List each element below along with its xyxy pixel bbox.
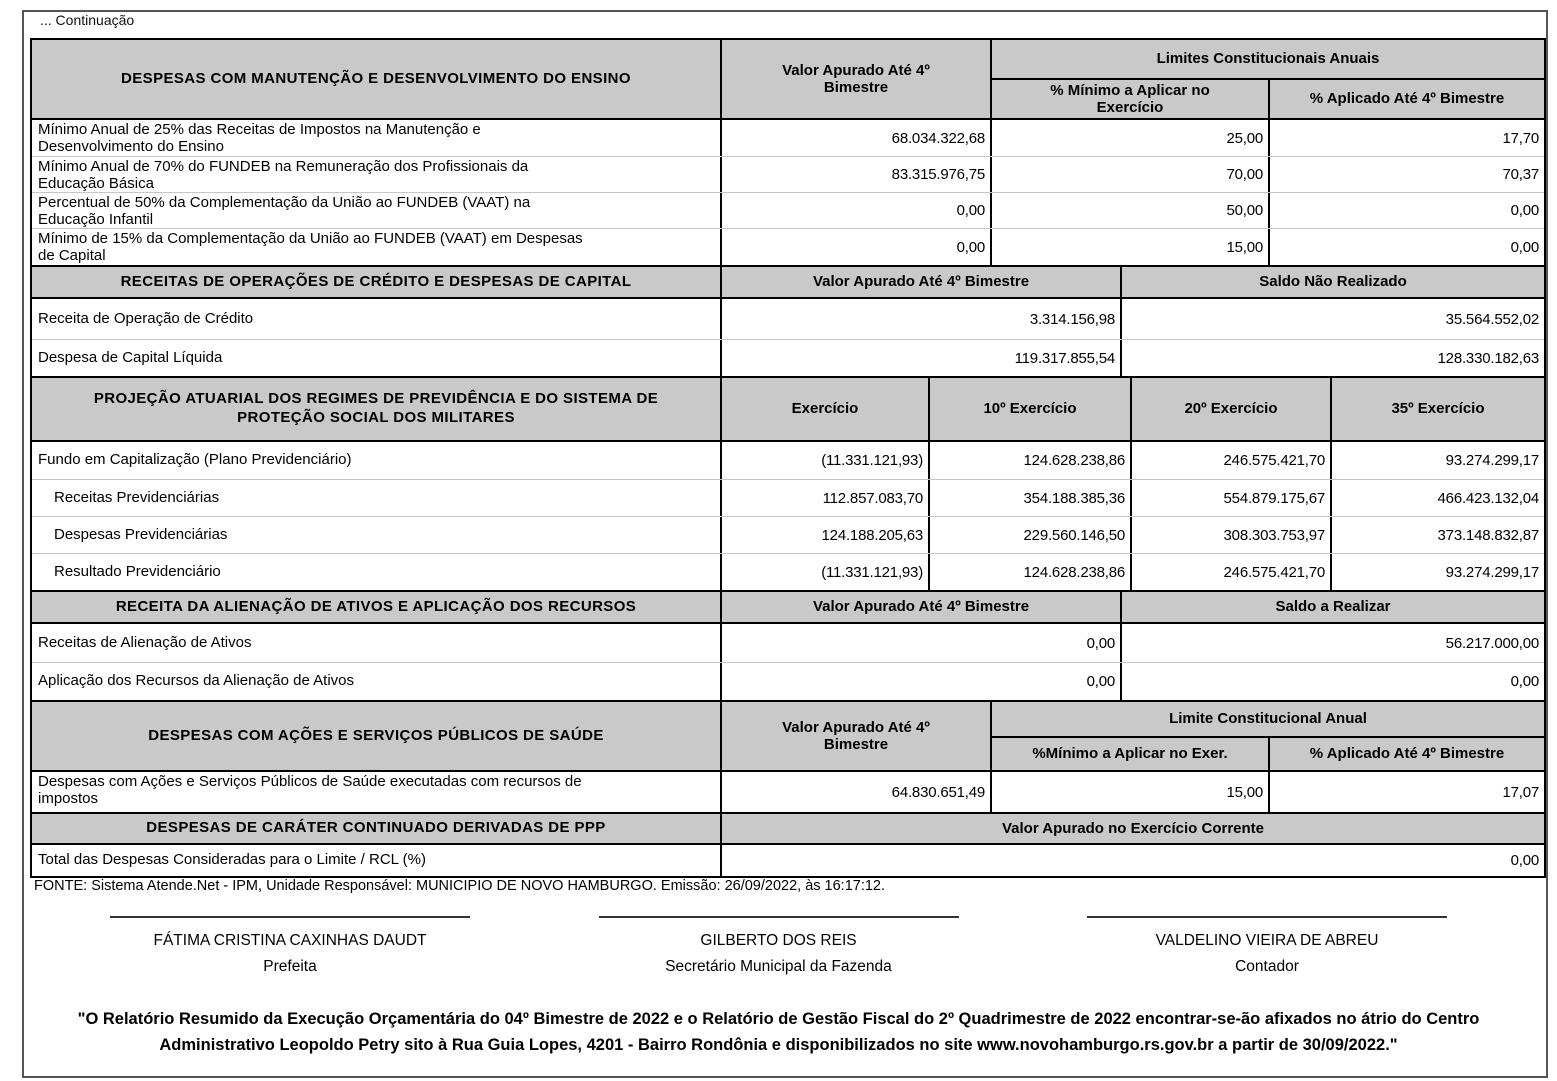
table-row [32,772,1544,812]
column-header: Exercício [791,400,859,418]
section-alienacao-title-cell [32,592,722,622]
alienacao-col-valor [722,592,1122,622]
projecao-col-exercicio [722,378,930,440]
row-value: 229.560.146,50 [930,517,1132,553]
saude-limite-group [992,702,1544,770]
saude-col-aplicado [1270,738,1544,770]
row-label: Mínimo Anual de 70% do FUNDEB na Remuneração dos Profissionais da Educação Básica [32,157,722,192]
signature-name: GILBERTO DOS REIS [700,932,857,949]
column-header: % Mínimo a Aplicar no Exercício [1050,81,1210,116]
column-header: Limite Constitucional Anual [1169,710,1367,728]
row-value: 50,00 [992,193,1270,228]
projecao-col-ex20 [1132,378,1332,440]
column-header: Valor Apurado Até 4º Bimestre [782,718,930,753]
saude-col-limite [992,702,1544,738]
column-header: Valor Apurado Até 4º Bimestre [812,273,1030,291]
table-row [32,516,1544,553]
row-value: (11.331.121,93) [722,442,930,479]
column-header: Valor Apurado Até 4º Bimestre [812,598,1030,616]
column-header: 10º Exercício [983,400,1077,418]
row-value: 0,00 [1510,202,1539,219]
row-label: Despesas com Ações e Serviços Públicos de Saúde executadas com recursos de impostos [32,772,722,812]
row-value: 354.188.385,36 [930,480,1132,516]
signature-block [1047,916,1487,976]
section-title: PROJEÇÃO ATUARIAL DOS REGIMES DE PREVIDÊNCIA E DO SISTEMA DE PROTEÇÃO SOCIAL DOS MILITARES [93,390,659,426]
table-row [32,228,1544,265]
table-row [32,624,1544,662]
footer-quote-line-2: Administrativo Leopoldo Petry sito à Rua Guia Lopes, 4201 - Bairro Rondônia e disponibilizados no site www.novohamburgo.rs.gov.br a partir de 30/09/2022." [159,1036,1398,1055]
section-title: DESPESAS COM AÇÕES E SERVIÇOS PÚBLICOS DE SAÚDE [148,726,604,744]
section-saude-title-cell [32,702,722,770]
column-header: Valor Apurado no Exercício Corrente [1001,819,1264,837]
row-value: 124.628.238,86 [930,442,1132,479]
ensino-col-limites [992,40,1544,80]
row-value: 0,00 [1510,238,1539,256]
row-value: 308.303.753,97 [1132,517,1332,553]
row-value: 373.148.832,87 [1437,526,1539,544]
signature-name: FÁTIMA CRISTINA CAXINHAS DAUDT [153,932,427,949]
table-row [32,479,1544,516]
row-value: 0,00 [1510,852,1539,869]
row-value: 0,00 [722,229,992,265]
row-label: Percentual de 50% da Complementação da União ao FUNDEB (VAAT) na Educação Infantil [32,193,722,228]
ensino-col-valor [722,40,992,118]
signature-role: Secretário Municipal da Fazenda [665,958,892,975]
section-saude-header [32,700,1544,772]
row-label: Receitas Previdenciárias [32,480,722,516]
row-value: 124.628.238,86 [930,554,1132,590]
signature-role: Contador [1235,958,1299,975]
row-value: 70,37 [1502,166,1539,183]
table-row [32,339,1544,376]
row-value: 3.314.156,98 [722,299,1122,339]
column-header: Limites Constitucionais Anuais [1156,50,1380,68]
signature-role: Prefeita [263,958,317,975]
credito-col-valor [722,267,1122,297]
column-header: %Mínimo a Aplicar no Exer. [1032,745,1228,763]
row-value: 17,70 [1502,129,1539,147]
row-label: Receita de Operação de Crédito [32,299,722,339]
footer-quote [40,1006,1517,1059]
fonte-line: FONTE: Sistema Atende.Net - IPM, Unidade Responsável: MUNICIPIO DE NOVO HAMBURGO. Emissão: 26/09/2022, às 16:17:12. [34,878,886,894]
row-label: Total das Despesas Consideradas para o Limite / RCL (%) [32,845,722,876]
table-row [32,156,1544,192]
row-value: 83.315.976,75 [722,157,992,192]
section-credito-title-cell [32,267,722,297]
table-row [32,442,1544,479]
row-value: 119.317.855,54 [722,340,1122,376]
signature-line [599,916,959,918]
row-value: 93.274.299,17 [1445,563,1539,581]
row-value: (11.331.121,93) [722,554,930,590]
section-projecao-title-cell [32,378,722,440]
column-header: % Aplicado Até 4º Bimestre [1309,90,1505,108]
table-row [32,553,1544,590]
saude-col-minimo [992,738,1270,770]
projecao-col-ex10 [930,378,1132,440]
section-title: DESPESAS COM MANUTENÇÃO E DESENVOLVIMENTO DO ENSINO [121,69,631,87]
row-value: 0,00 [722,624,1122,662]
row-label: Aplicação dos Recursos da Alienação de Ativos [32,663,722,700]
footer-quote-line-1: "O Relatório Resumido da Execução Orçamentária do 04º Bimestre de 2022 e o Relatório de Gestão Fiscal do 2º Quadrimestre de 2022 encontrar-se-ão afixados no átrio do Centro [77,1010,1480,1028]
table-row [32,192,1544,228]
column-header: 20º Exercício [1184,400,1278,418]
row-value: 56.217.000,00 [1445,634,1539,652]
row-label: Receitas de Alienação de Ativos [32,624,722,662]
column-header: Saldo a Realizar [1275,598,1391,616]
row-value: 128.330.182,63 [1437,349,1539,367]
signatures-row [0,916,1557,976]
ensino-col-minimo [992,80,1270,119]
credito-col-saldo [1122,267,1544,297]
row-value: 25,00 [992,120,1270,156]
row-label: Despesa de Capital Líquida [32,340,722,376]
row-label: Mínimo de 15% da Complementação da União ao FUNDEB (VAAT) em Despesas de Capital [32,229,722,265]
section-projecao-header [32,376,1544,442]
ppp-col-valor [722,814,1544,843]
ensino-col-aplicado [1270,80,1544,119]
column-header: Saldo Não Realizado [1259,273,1407,291]
column-header: Valor Apurado Até 4º Bimestre [782,61,930,96]
row-value: 35.564.552,02 [1445,310,1539,328]
alienacao-col-saldo [1122,592,1544,622]
row-label: Mínimo Anual de 25% das Receitas de Impostos na Manutenção e Desenvolvimento do Ensino [32,120,722,156]
section-ppp-title-cell [32,814,722,843]
section-ensino-title-cell [32,40,722,118]
continuation-label: ... Continuação [40,12,135,28]
row-value: 0,00 [722,663,1122,700]
projecao-col-ex35 [1332,378,1544,440]
row-value: 246.575.421,70 [1132,442,1332,479]
signature-line [1087,916,1447,918]
row-value: 246.575.421,70 [1132,554,1332,590]
row-value: 68.034.322,68 [722,120,992,156]
saude-col-valor [722,702,992,770]
section-title: RECEITAS DE OPERAÇÕES DE CRÉDITO E DESPESAS DE CAPITAL [120,272,632,290]
row-value: 64.830.651,49 [722,772,992,812]
row-value: 0,00 [722,193,992,228]
signature-line [110,916,470,918]
row-value: 15,00 [992,772,1270,812]
section-credito-header [32,265,1544,299]
row-value: 0,00 [1510,673,1539,690]
row-label: Resultado Previdenciário [32,554,722,590]
section-ensino-header [32,40,1544,120]
column-header: % Aplicado Até 4º Bimestre [1309,745,1505,763]
row-label: Fundo em Capitalização (Plano Previdenciário) [32,442,722,479]
section-ppp-header [32,812,1544,845]
ensino-limites-group [992,40,1544,118]
section-title: DESPESAS DE CARÁTER CONTINUADO DERIVADAS DE PPP [146,819,606,837]
row-value: 112.857.083,70 [722,480,930,516]
row-value: 466.423.132,04 [1437,489,1539,507]
section-title: RECEITA DA ALIENAÇÃO DE ATIVOS E APLICAÇÃO DOS RECURSOS [115,597,637,615]
row-value: 17,07 [1502,783,1539,801]
table-row [32,845,1544,876]
row-value: 554.879.175,67 [1132,480,1332,516]
section-alienacao-header [32,590,1544,624]
signature-name: VALDELINO VIEIRA DE ABREU [1155,932,1379,949]
row-label: Despesas Previdenciárias [32,517,722,553]
row-value: 124.188.205,63 [722,517,930,553]
row-value: 93.274.299,17 [1445,452,1539,469]
table-row [32,662,1544,700]
row-value: 70,00 [992,157,1270,192]
report-table [30,38,1546,878]
table-row [32,299,1544,339]
row-value: 15,00 [992,229,1270,265]
signature-block [70,916,510,976]
signature-block [559,916,999,976]
column-header: 35º Exercício [1391,400,1485,418]
table-row [32,120,1544,156]
